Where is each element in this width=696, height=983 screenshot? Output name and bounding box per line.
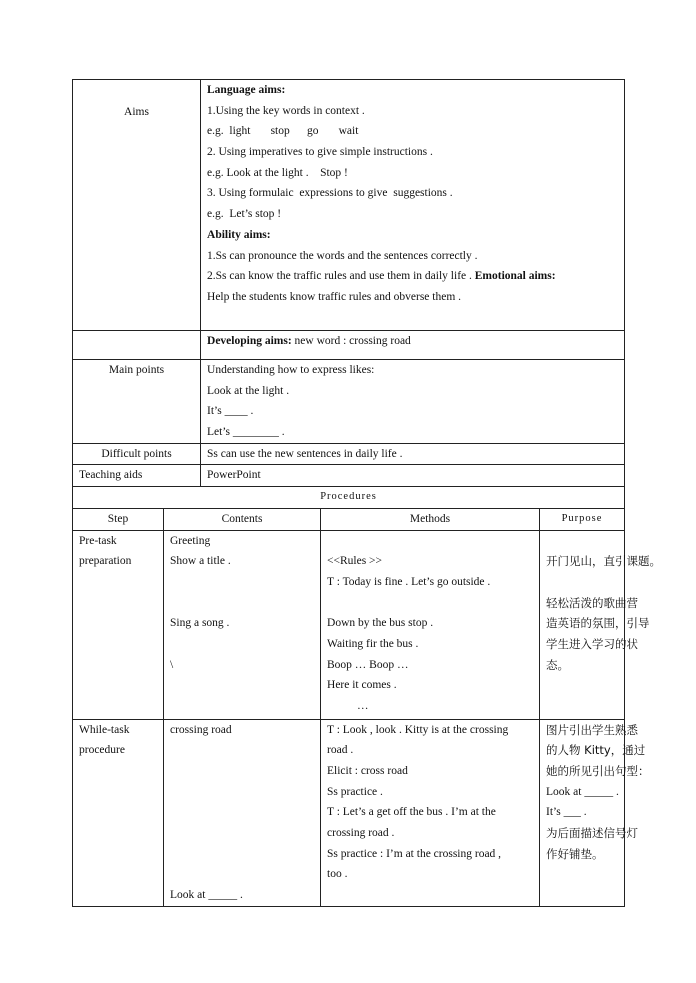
pre-task-step-line2: preparation (79, 555, 132, 568)
while-task-purpose-7: 作好铺垫。 (546, 846, 604, 861)
pre-task-method-5: Boop … Boop … (327, 658, 409, 671)
main-point-3: It’s ____ . (207, 405, 254, 418)
pre-task-content-1: Greeting (170, 534, 211, 547)
difficult-points-label-cell (73, 443, 201, 465)
contents-header-label: Contents (221, 512, 263, 525)
main-points-label: Main points (108, 364, 165, 376)
while-task-row (73, 719, 625, 906)
while-task-content-1: crossing road (170, 723, 232, 736)
main-points-label-cell (73, 360, 201, 444)
pre-task-method-4: Waiting fir the bus . (327, 638, 419, 650)
teaching-aids-label: Teaching aids (79, 469, 143, 482)
main-point-4: Let’s ________ . (207, 426, 285, 439)
step-header-label: Step (107, 512, 129, 525)
teaching-aids-row (73, 465, 625, 487)
while-task-purpose-1: 图片引出学生熟悉 (546, 722, 639, 737)
language-aim-1: 1.Using the key words in context . (207, 104, 365, 117)
difficult-points-row (73, 443, 625, 465)
emotional-aim-1: Help the students know traffic rules and obverse them . (207, 290, 462, 303)
language-aim-2: 2. Using imperatives to give simple instructions . (207, 146, 433, 159)
pre-task-methods-cell (321, 530, 540, 719)
while-task-purpose-2: 的人物 Kitty，通过 (546, 743, 646, 758)
pre-task-purpose-1: 开门见山，直引课题。 (546, 554, 662, 569)
developing-aims-text: new word : crossing road (291, 335, 411, 347)
while-task-method-2: road . (327, 744, 354, 757)
language-aims-heading: Language aims: (207, 84, 286, 96)
while-task-method-1: T : Look , look . Kitty is at the crossing (327, 723, 509, 736)
pre-task-purpose-cell (540, 530, 662, 719)
while-task-method-6: crossing road . (327, 827, 395, 839)
while-task-method-5: T : Let’s a get off the bus . I’m at the (327, 806, 496, 819)
while-task-purpose-6: 为后面描述信号灯 (546, 826, 639, 840)
language-aim-1-example: e.g. light stop go wait (207, 125, 359, 138)
pre-task-contents-cell (164, 530, 321, 719)
purpose-header-label: Purpose (561, 512, 603, 524)
while-task-method-8: too . (327, 868, 348, 881)
while-task-method-7: Ss practice : I’m at the crossing road , (327, 847, 502, 860)
pre-task-step-line1: Pre-task (79, 534, 117, 547)
language-aim-2-example: e.g. Look at the light . Stop ! (207, 166, 348, 179)
pre-task-content-2: Show a title . (170, 555, 231, 568)
developing-aims-row (73, 331, 625, 360)
step-header (73, 508, 164, 530)
while-task-step-cell (73, 719, 164, 906)
pre-task-purpose-4: 学生进入学习的状 (546, 637, 639, 651)
developing-aims-heading: Developing aims: (207, 335, 292, 347)
developing-aims-empty-cell (73, 331, 201, 360)
pre-task-method-3: Down by the bus stop . (327, 617, 434, 630)
difficult-points-text: Ss can use the new sentences in daily life . (207, 447, 403, 460)
while-task-purpose-5: It’s ___ . (546, 806, 587, 819)
methods-header (321, 508, 540, 530)
pre-task-content-4: \ (170, 658, 174, 671)
procedures-title-row (73, 487, 625, 509)
pre-task-method-7: … (357, 700, 369, 713)
pre-task-content-3: Sing a song . (170, 617, 230, 630)
procedures-title: Procedures (320, 491, 377, 503)
methods-header-label: Methods (409, 512, 451, 525)
while-task-methods-cell (321, 719, 540, 906)
pre-task-step-cell (73, 530, 164, 719)
aims-content-cell (201, 80, 625, 331)
while-task-method-3: Elicit : cross road (327, 764, 408, 777)
language-aim-3-example: e.g. Let’s stop ! (207, 208, 282, 221)
while-task-step-line1: While-task (79, 723, 130, 736)
pre-task-purpose-2: 轻松活泼的歌曲营 (546, 595, 639, 610)
pre-task-method-1: <<Rules >> (327, 555, 383, 568)
while-task-purpose-4: Look at _____ . (546, 785, 619, 798)
teaching-aids-text: PowerPoint (207, 469, 261, 482)
ability-aim-2-line (207, 266, 618, 287)
while-task-method-4: Ss practice . (327, 785, 383, 798)
lesson-plan-table (72, 79, 662, 907)
pre-task-method-6: Here it comes . (327, 679, 397, 692)
procedures-title-cell (73, 487, 625, 509)
pre-task-purpose-5: 态。 (546, 657, 570, 672)
pre-task-purpose-3: 造英语的氛围，引导 (546, 616, 650, 631)
contents-header (164, 508, 321, 530)
language-aim-3: 3. Using formulaic expressions to give suggestions . (207, 187, 453, 200)
purpose-header (540, 508, 625, 530)
main-points-content-cell (201, 360, 625, 444)
while-task-content-2: Look at _____ . (170, 889, 243, 902)
ability-aims-heading: Ability aims: (207, 228, 271, 241)
procedures-header-row (73, 508, 625, 530)
difficult-points-content-cell (201, 443, 625, 465)
pre-task-method-2: T : Today is fine . Let’s go outside . (327, 575, 491, 588)
aims-row (73, 80, 625, 331)
emotional-aims-heading: Emotional aims: (474, 270, 556, 283)
main-points-row (73, 360, 625, 444)
while-task-purpose-3: 她的所见引出句型： (546, 763, 650, 778)
while-task-step-line2: procedure (79, 744, 125, 757)
aims-label: Aims (124, 106, 149, 118)
teaching-aids-content-cell (201, 465, 625, 487)
pre-task-row (73, 530, 625, 719)
aims-label-cell (73, 80, 201, 331)
while-task-purpose-cell (540, 719, 650, 906)
main-point-1: Understanding how to express likes: (207, 364, 375, 376)
difficult-points-label: Difficult points (101, 447, 172, 460)
while-task-contents-cell (164, 719, 321, 906)
main-point-2: Look at the light . (207, 384, 290, 397)
ability-aim-1: 1.Ss can pronounce the words and the sentences correctly . (207, 249, 478, 262)
ability-aim-2: 2.Ss can know the traffic rules and use them in daily life . (207, 270, 472, 283)
developing-aims-cell (201, 331, 625, 360)
teaching-aids-label-cell (73, 465, 201, 487)
